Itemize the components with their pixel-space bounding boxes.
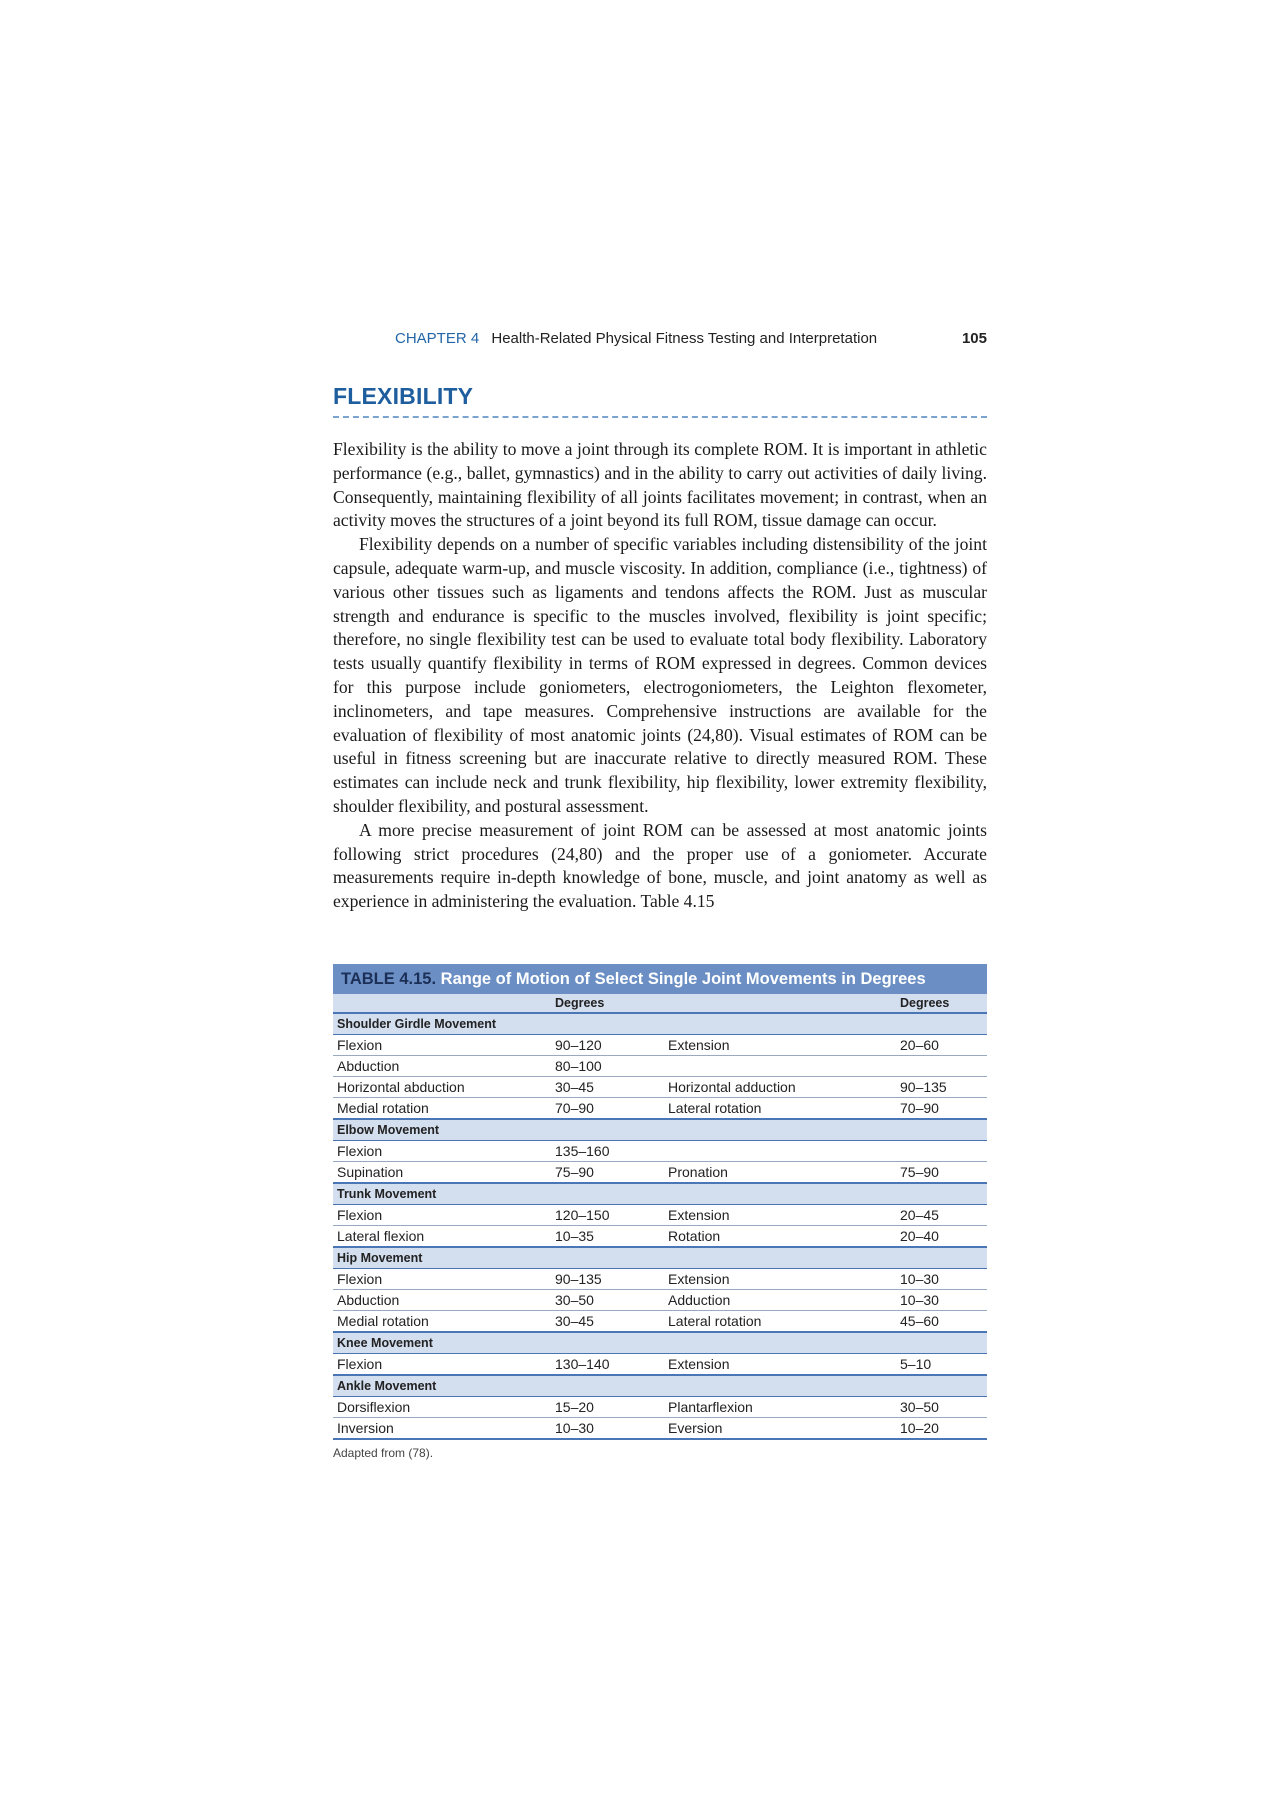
table-row: [333, 1140, 987, 1161]
section-label: Shoulder Girdle Movement: [333, 1013, 987, 1035]
table-label: TABLE 4.15.: [341, 969, 437, 988]
table-cell: Flexion: [333, 1034, 551, 1055]
table-cell: Eversion: [664, 1417, 896, 1439]
table-section-row: [333, 1247, 987, 1269]
table-row: [333, 1396, 987, 1417]
table-cell: Extension: [664, 1268, 896, 1289]
section-label: Trunk Movement: [333, 1183, 987, 1205]
table-cell: Abduction: [333, 1289, 551, 1310]
table-section-row: [333, 1119, 987, 1141]
chapter-label: CHAPTER 4: [395, 330, 480, 347]
table-cell: 70–90: [551, 1097, 664, 1119]
table-cell: Flexion: [333, 1204, 551, 1225]
table-cell: Extension: [664, 1353, 896, 1375]
table-cell: 90–135: [551, 1268, 664, 1289]
table-row: [333, 1097, 987, 1119]
table-cell: 30–50: [551, 1289, 664, 1310]
table-row: [333, 1161, 987, 1183]
table-header-row: [333, 994, 987, 1013]
table-cell: 80–100: [551, 1055, 664, 1076]
table-cell: 15–20: [551, 1396, 664, 1417]
table-cell: 45–60: [896, 1310, 987, 1332]
table-cell: Flexion: [333, 1140, 551, 1161]
table-row: [333, 1353, 987, 1375]
table-cell: Supination: [333, 1161, 551, 1183]
table-cell: 10–30: [551, 1417, 664, 1439]
table-row: [333, 1225, 987, 1247]
table-row: [333, 1417, 987, 1439]
table-cell: Horizontal abduction: [333, 1076, 551, 1097]
table-cell: Lateral flexion: [333, 1225, 551, 1247]
table-row: [333, 1268, 987, 1289]
page: [333, 330, 987, 1460]
table-section-row: [333, 1183, 987, 1205]
paragraph: A more precise measurement of joint ROM can be assessed at most anatomic joints following strict procedures (24,80) and the proper use of a goniometer. Accurate measurements require in-depth knowledge of bone, muscle, and joint anatomy as well as experience in administering the evaluation. Table 4.15: [333, 819, 987, 912]
paragraph: Flexibility is the ability to move a joint through its complete ROM. It is important in athletic performance (e.g., ballet, gymnastics) and in the ability to carry out activities of daily living. Consequently, maintaining flexibility of all joints facilitates movement; in contrast, when an activity moves the structures of a joint beyond its full ROM, tissue damage can occur.: [333, 439, 987, 531]
column-header: Degrees: [551, 994, 664, 1013]
table-cell: 75–90: [551, 1161, 664, 1183]
table-cell: Lateral rotation: [664, 1097, 896, 1119]
table-cell: 90–120: [551, 1034, 664, 1055]
table-cell: [896, 1055, 987, 1076]
table-cell: Rotation: [664, 1225, 896, 1247]
table-cell: 30–45: [551, 1076, 664, 1097]
table-row: [333, 1310, 987, 1332]
table-cell: Abduction: [333, 1055, 551, 1076]
table-section-row: [333, 1332, 987, 1354]
table-cell: Pronation: [664, 1161, 896, 1183]
section-label: Elbow Movement: [333, 1119, 987, 1141]
column-header: Degrees: [896, 994, 987, 1013]
table-cell: [896, 1140, 987, 1161]
table-cell: 10–30: [896, 1289, 987, 1310]
table-cell: 70–90: [896, 1097, 987, 1119]
section-label: Hip Movement: [333, 1247, 987, 1269]
table-cell: Extension: [664, 1204, 896, 1225]
table-cell: Medial rotation: [333, 1310, 551, 1332]
table-title: [333, 964, 987, 994]
table-cell: [664, 1140, 896, 1161]
table-cell: Horizontal adduction: [664, 1076, 896, 1097]
table-cell: Medial rotation: [333, 1097, 551, 1119]
table-cell: 20–60: [896, 1034, 987, 1055]
column-header: [333, 994, 551, 1013]
section-label: Ankle Movement: [333, 1375, 987, 1397]
table-row: [333, 1076, 987, 1097]
chapter-title: Health-Related Physical Fitness Testing and Interpretation: [491, 330, 878, 347]
running-head: [395, 330, 987, 347]
table-caption: Range of Motion of Select Single Joint Movements in Degrees: [440, 969, 926, 988]
table-cell: Lateral rotation: [664, 1310, 896, 1332]
table-row: [333, 1055, 987, 1076]
table-row: [333, 1204, 987, 1225]
table-row: [333, 1289, 987, 1310]
table-cell: Dorsiflexion: [333, 1396, 551, 1417]
table-cell: Flexion: [333, 1268, 551, 1289]
table-cell: Inversion: [333, 1417, 551, 1439]
table-cell: 10–20: [896, 1417, 987, 1439]
table-cell: Extension: [664, 1034, 896, 1055]
table-cell: Adduction: [664, 1289, 896, 1310]
table-cell: 5–10: [896, 1353, 987, 1375]
table-cell: 135–160: [551, 1140, 664, 1161]
table-cell: 90–135: [896, 1076, 987, 1097]
paragraph: Flexibility depends on a number of specific variables including distensibility of the joint capsule, adequate warm-up, and muscle viscosity. In addition, compliance (i.e., tightness) of various other tissues such as ligaments and tendons affects the ROM. Just as muscular strength and endurance is specific to the muscles involved, flexibility is joint specific; therefore, no single flexibility test can be used to evaluate total body flexibility. Laboratory tests usually quantify flexibility in terms of ROM expressed in degrees. Common devices for this purpose include goniometers, electrogoniometers, the Leighton flexometer, inclinometers, and tape measures. Comprehensive instructions are available for the evaluation of flexibility of most anatomic joints (24,80). Visual estimates of ROM can be useful in fitness screening but are inaccurate relative to directly measured ROM. These estimates can include neck and trunk flexibility, hip flexibility, lower extremity flexibility, shoulder flexibility, and postural assessment.: [333, 534, 987, 816]
table-cell: 10–30: [896, 1268, 987, 1289]
column-header: [664, 994, 896, 1013]
table-cell: 20–40: [896, 1225, 987, 1247]
section-divider: [333, 416, 987, 418]
body-text: [333, 438, 987, 914]
page-number: 105: [961, 330, 987, 347]
section-title: FLEXIBILITY: [333, 383, 474, 409]
table-cell: 120–150: [551, 1204, 664, 1225]
table-row: [333, 1034, 987, 1055]
rom-table: [333, 994, 987, 1440]
table-4-15: [333, 964, 987, 1460]
table-cell: 30–50: [896, 1396, 987, 1417]
table-cell: 130–140: [551, 1353, 664, 1375]
table-section-row: [333, 1375, 987, 1397]
table-cell: 30–45: [551, 1310, 664, 1332]
table-cell: 20–45: [896, 1204, 987, 1225]
table-footnote: Adapted from (78).: [333, 1445, 434, 1460]
table-section-row: [333, 1013, 987, 1035]
table-body: [333, 1013, 987, 1439]
table-cell: 10–35: [551, 1225, 664, 1247]
table-cell: 75–90: [896, 1161, 987, 1183]
table-cell: [664, 1055, 896, 1076]
table-cell: Flexion: [333, 1353, 551, 1375]
table-cell: Plantarflexion: [664, 1396, 896, 1417]
section-label: Knee Movement: [333, 1332, 987, 1354]
